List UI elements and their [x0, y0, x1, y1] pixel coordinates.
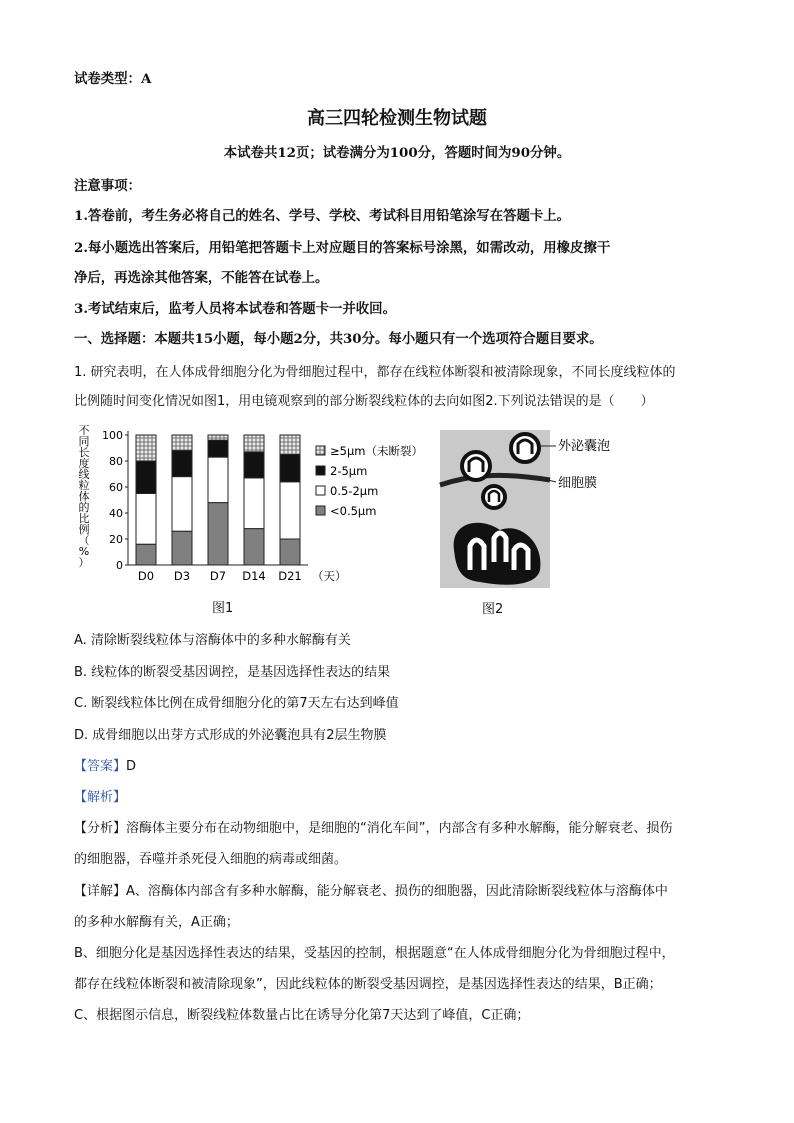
legend-label: 2-5μm: [330, 464, 368, 478]
note-item: 3.考试结束后，监考人员将本试卷和答题卡一并收回。: [74, 301, 396, 317]
legend-label: 0.5-2μm: [330, 484, 379, 498]
bar-segment: [208, 503, 228, 565]
analysis-text: 【分析】溶酶体主要分布在动物细胞中，是细胞的“消化车间”，内部含有多种水解酶，能分解衰老、损伤: [74, 821, 673, 836]
membrane-label: 细胞膜: [558, 476, 598, 491]
detail-text: C、根据图示信息，断裂线粒体数量占比在诱导分化第7天达到了峰值，C正确；: [74, 1008, 530, 1023]
bar-segment: [208, 440, 228, 457]
detail-text: 的多种水解酶有关，A正确；: [74, 915, 239, 930]
y-axis-label-char: （: [78, 534, 90, 547]
legend-swatch: [316, 446, 325, 455]
y-tick-label: 60: [109, 481, 123, 494]
y-axis-label-char: 例: [78, 523, 90, 536]
vesicle-icon: [511, 434, 539, 462]
legend-label: ≥5μm（未断裂）: [330, 444, 423, 458]
question-stem: 比例随时间变化情况如图1，用电镜观察到的部分断裂线粒体的去向如图2.下列说法错误的是（ ）: [74, 394, 654, 409]
answer-label: 【答案】: [74, 759, 127, 774]
note-item: 净后，再选涂其他答案，不能答在试卷上。: [74, 270, 329, 286]
x-tick-label: D0: [137, 569, 155, 583]
bar-segment: [244, 452, 264, 478]
y-axis-label-char: ）: [78, 556, 90, 569]
analysis-label: 【解析】: [74, 790, 127, 805]
legend-swatch: [316, 506, 325, 515]
legend-swatch: [316, 466, 325, 475]
y-axis-label-char: 粒: [78, 479, 90, 492]
answer-value: D: [126, 759, 137, 774]
detail-text: B、细胞分化是基因选择性表达的结果，受基因的控制，根据题意“在人体成骨细胞分化为骨细胞过程中，: [74, 946, 675, 961]
page-subtitle: 本试卷共12页；试卷满分为100分，答题时间为90分钟。: [223, 145, 571, 161]
bar-segment: [280, 482, 300, 539]
bar-segment: [172, 531, 192, 565]
y-tick-label: 100: [102, 429, 123, 442]
figure1-caption: 图1: [212, 601, 234, 616]
x-tick-label: D7: [209, 569, 227, 583]
bar-segment: [208, 435, 228, 440]
y-tick-label: 0: [116, 559, 123, 572]
figure2-caption: 图2: [482, 602, 504, 617]
y-tick-label: 20: [109, 533, 123, 546]
answer-line: [74, 755, 136, 774]
detail-text: 都存在线粒体断裂和被清除现象”，因此线粒体的断裂受基因调控，是基因选择性表达的结果，B正确；: [74, 977, 662, 992]
note-item: 2.每小题选出答案后，用铅笔把答题卡上对应题目的答案标号涂黑，如需改动，用橡皮擦干: [74, 240, 611, 256]
bar-segment: [280, 435, 300, 455]
y-axis-label-char: %: [78, 545, 90, 558]
x-tick-label: D21: [278, 569, 302, 583]
detail-text: 【详解】A、溶酶体内部含有多种水解酶，能分解衰老、损伤的细胞器，因此清除断裂线粒体与溶酶体中: [74, 884, 668, 899]
y-axis-label-char: 体: [78, 490, 90, 503]
analysis-text: 的细胞器，吞噬并杀死侵入细胞的病毒或细菌。: [74, 852, 348, 867]
bar-segment: [136, 461, 156, 494]
bar-segment: [172, 435, 192, 451]
y-axis-label: [79, 424, 90, 569]
figure2-micrograph: [440, 430, 660, 600]
option-c: C. 断裂线粒体比例在成骨细胞分化的第7天左右达到峰值: [74, 696, 399, 711]
section-heading: 一、选择题：本题共15小题，每小题2分，共30分。每小题只有一个选项符合题目要求。: [74, 331, 603, 347]
x-axis-unit: （天）: [312, 569, 347, 583]
y-axis-label-char: 线: [78, 468, 90, 481]
bar-segment: [280, 539, 300, 565]
y-axis-label-char: 比: [78, 512, 90, 525]
bar-segment: [244, 529, 264, 565]
y-tick-label: 80: [109, 455, 123, 468]
notes-heading: 注意事项：: [74, 178, 141, 194]
vesicle-label: 外泌囊泡: [558, 439, 611, 454]
bar-segment: [280, 455, 300, 482]
legend-swatch: [316, 486, 325, 495]
bar-segment: [136, 494, 156, 545]
x-tick-label: D14: [242, 569, 266, 583]
mitochondrion-icon: [483, 486, 505, 508]
bar-segment: [172, 451, 192, 477]
page-title: 高三四轮检测生物试题: [307, 108, 487, 129]
y-axis-label-char: 的: [78, 501, 90, 514]
option-d: D. 成骨细胞以出芽方式形成的外泌囊泡具有2层生物膜: [74, 728, 387, 743]
y-axis-label-char: 长: [78, 446, 90, 459]
y-axis-label-char: 不: [78, 424, 90, 437]
mitochondrion-icon: [462, 452, 490, 480]
bar-segment: [244, 435, 264, 452]
bar-segment: [136, 435, 156, 461]
x-tick-label: D3: [173, 569, 191, 583]
bar-segment: [208, 457, 228, 503]
question-stem: 1. 研究表明，在人体成骨细胞分化为骨细胞过程中，都存在线粒体断裂和被清除现象，不同长度线粒体的: [74, 365, 676, 380]
bar-segment: [244, 478, 264, 529]
option-a: A. 清除断裂线粒体与溶酶体中的多种水解酶有关: [74, 633, 351, 648]
figure1-stacked-bar-chart: [70, 420, 423, 620]
y-axis-label-char: 同: [78, 435, 90, 448]
paper-type: 试卷类型：A: [74, 71, 152, 87]
option-b: B. 线粒体的断裂受基因调控，是基因选择性表达的结果: [74, 665, 391, 680]
bar-segment: [172, 477, 192, 532]
y-axis-label-char: 度: [78, 457, 90, 470]
note-item: 1.答卷前，考生务必将自己的姓名、学号、学校、考试科目用铅笔涂写在答题卡上。: [74, 208, 571, 224]
y-tick-label: 40: [109, 507, 123, 520]
bar-segment: [136, 544, 156, 565]
legend-label: <0.5μm: [330, 504, 377, 518]
